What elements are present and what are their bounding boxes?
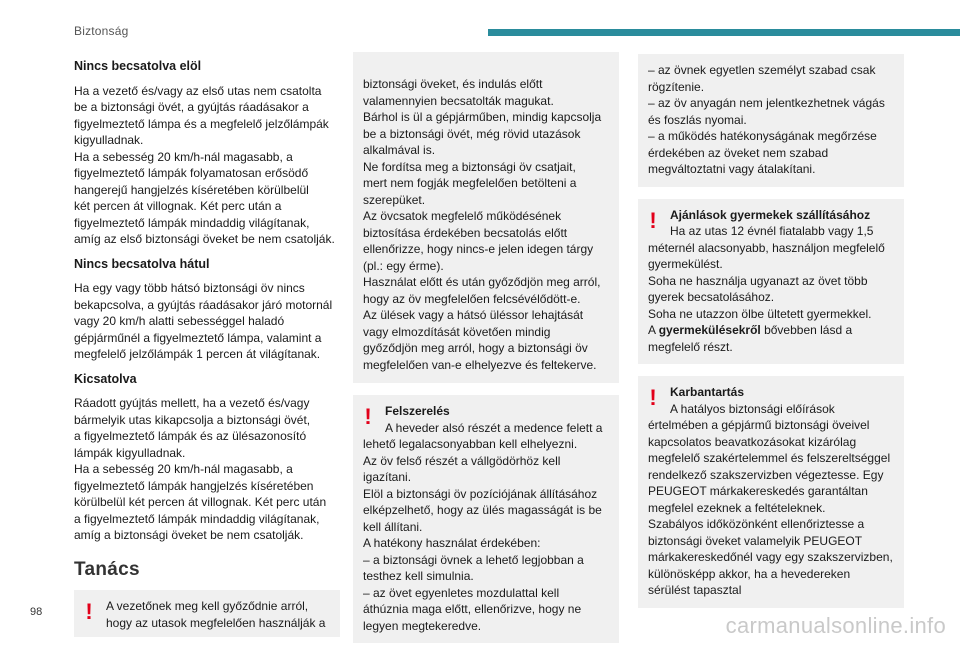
text-line: – az öv anyagán nem jelentkezhetnek vágás [648, 96, 885, 110]
text-line: ellenőrizze, hogy nincs-e jelen idegen tárgy [363, 242, 594, 256]
text-line: körülbelül két percen át villognak. Két perc után [74, 495, 327, 509]
text-line: győződjön meg arról, hogy a biztonsági öv [363, 341, 588, 355]
section-title: Biztonság [74, 24, 129, 38]
text-line: A hatékony használat érdekében: [363, 536, 541, 550]
text-line: szerepüket. [363, 192, 426, 207]
text-line: Ha a sebesség 20 km/h-nál magasabb, a [74, 462, 293, 476]
text-line: be a biztonsági övét, a gyújtás ráadásakor a [74, 100, 309, 114]
advice-box-text [84, 598, 330, 631]
text-line: gépjárműnél a figyelmeztető lámpa, valamint a [74, 330, 322, 345]
text-line: gyerek becsatolásához. [648, 290, 775, 304]
text-line: figyelmeztető lámpák mindaddig világítanak, [74, 215, 310, 230]
text-line: – a működés hatékonyságának megőrzése [648, 129, 877, 143]
text-line: lámpák kigyulladnak. [74, 445, 186, 460]
installation-title: Felszerelés [385, 404, 450, 418]
text-line: figyelmeztető lámpák hangjelzés kíséretében [74, 478, 314, 493]
text-line: figyelmeztető lámpa és a megfelelő jelzőlámpák [74, 116, 329, 131]
advice-box-continued-text [363, 76, 609, 373]
text-line: biztonsági öveket, és indulás előtt [363, 77, 543, 91]
text-line: márkakereskedőnél vagy egy szakszervizben, [648, 550, 893, 564]
text-line: Az öv felső részét a vállgödörhöz kell [363, 453, 561, 468]
text-line: kigyulladnak. [74, 133, 144, 147]
text-line: a figyelmeztető lámpák mindaddig világítanak, [74, 511, 320, 526]
advice-box-start [74, 590, 340, 637]
text-line: különösképp akkor, ha a hevedereken [648, 566, 851, 581]
text-line: Használat előtt és után győződjön meg arról, [363, 275, 601, 289]
advice-box-continued [353, 52, 619, 383]
text-line: a figyelmeztető lámpák és az ülésazonosító [74, 429, 307, 443]
text-line: lehető legalacsonyabban kell elhelyezni. [363, 437, 578, 451]
text-line: be a biztonsági övét, még rövid utazások [363, 126, 581, 141]
text-line: hogy az öv megfelelően felcsévélődött-e. [363, 291, 581, 306]
text-line: sérülést tapasztal [648, 583, 742, 597]
heading-rear-unbuckled: Nincs becsatolva hátul [74, 256, 210, 271]
paragraph-rear-unbuckled [74, 280, 340, 363]
text-line: méternél alacsonyabb, használjon megfelelő [648, 240, 885, 255]
text-line: – az övet egyenletes mozdulattal kell [363, 585, 560, 600]
text-line: megfelel ezeknek a feltételeknek. [648, 500, 826, 515]
text-line: (pl.: egy érme). [363, 258, 444, 273]
exclamation-warning-icon: ! [364, 404, 372, 429]
text-line: bármelyik utas kikapcsolja a biztonsági övét, [74, 412, 311, 427]
paragraph-unbuckled [74, 395, 340, 544]
text-line: testhez kell simulnia. [363, 569, 474, 583]
text-line: hangerejű hangjelzés kíséretében körülbelül [74, 182, 309, 197]
text-line: igazítani. [363, 470, 412, 484]
exclamation-warning-icon: ! [649, 207, 657, 233]
text-line: Szabályos időközönként ellenőriztesse a [648, 517, 865, 531]
text-line: rögzítenie. [648, 79, 705, 94]
text-line: Ráadott gyújtás mellett, ha a vezető és/vagy [74, 396, 310, 410]
heading-front-unbuckled: Nincs becsatolva elöl [74, 59, 202, 73]
text-line: Az övcsatok megfelelő működésének [363, 209, 562, 223]
children-title: Ajánlások gyermekek szállításához [670, 207, 871, 222]
text-line: Ha egy vagy több hátsó biztonsági öv nincs [74, 281, 305, 295]
text-line: biztosítása érdekében becsatolás előtt [363, 225, 568, 240]
text-line: legyen megtekeredve. [363, 618, 482, 633]
children-box [638, 199, 904, 365]
installation-box [353, 395, 619, 643]
text-line: értelmében a gépjármű biztonsági öveivel [648, 418, 870, 432]
text-line: vagy elmozdítását követően mindig [363, 324, 551, 339]
exclamation-warning-icon: ! [649, 385, 657, 410]
children-text [648, 240, 894, 323]
maintenance-lead: A hatályos biztonsági előírások [670, 401, 835, 416]
text-line: Ha a sebesség 20 km/h-nál magasabb, a [74, 149, 293, 164]
installation-continued-text [648, 62, 894, 178]
column-3 [638, 54, 904, 620]
heading-unbuckled: Kicsatolva [74, 371, 137, 386]
exclamation-warning-icon: ! [85, 599, 93, 624]
text-line: elképzelhető, hogy az ülés magasságát is be [363, 503, 602, 517]
maintenance-title: Karbantartás [670, 385, 745, 399]
text-line: Elöl a biztonsági öv pozíciójának állításához [363, 486, 598, 501]
text-line: – az övnek egyetlen személyt szabad csak [648, 63, 876, 77]
page-number: 98 [30, 606, 43, 618]
heading-advice: Tanács [74, 558, 140, 580]
text-line: A vezetőnek meg kell győződnie arról, [106, 599, 309, 613]
text-line: mert nem fogják megfelelően betölteni a [363, 176, 577, 190]
text-line: amíg az első biztonsági öveket be nem csatolják. [74, 232, 335, 246]
text-line: valamennyien becsatolták magukat. [363, 93, 554, 108]
text-line: bekapcsolva, a gyújtás ráadásakor járó motornál [74, 297, 333, 312]
text-line: áthúznia maga előtt, ellenőrizve, hogy ne [363, 602, 582, 616]
text-line: figyelmeztető lámpák folyamatosan erősödő [74, 166, 309, 180]
text-line: megfelelően van-e elhelyezve és feltekerve. [363, 357, 597, 372]
text-line: megfelelő jelzőlámpák 1 percen át világítanak. [74, 347, 321, 361]
text-line: amíg a biztonsági öveket be nem csatolják. [74, 528, 304, 542]
text-line: és foszlás nyomai. [648, 112, 747, 127]
paragraph-front-unbuckled [74, 83, 340, 248]
text-line: PEUGEOT márkakereskedés garantáltan [648, 484, 868, 498]
text-line: gyermekülést. [648, 257, 723, 271]
text-line: Az ülések vagy a hátsó üléssor lehajtását [363, 308, 584, 322]
installation-lead: A heveder alsó részét a medence felett a [385, 420, 603, 435]
column-1 [74, 58, 340, 637]
children-lead: Ha az utas 12 évnél fiatalabb vagy 1,5 [670, 224, 874, 238]
text-line: két percen át villognak. Két perc után a [74, 199, 282, 213]
children-reference: A gyermekülésekről bővebben lásd a [648, 323, 853, 337]
maintenance-text [648, 417, 894, 599]
text-line: megfelelő szakértelemmel és felszereltséggel [648, 451, 891, 465]
installation-text [363, 436, 609, 634]
text-line: Soha ne használja ugyanazt az övet több [648, 273, 868, 288]
text-line: hogy az utasok megfelelően használják a [106, 615, 326, 630]
text-line: rendelkező szakszervizben végeztesse. Egy [648, 467, 884, 482]
text-line: Ha a vezető és/vagy az első utas nem csatolta [74, 83, 322, 98]
header-accent-bar [488, 29, 960, 36]
text-line: kapcsolatos beavatkozásokat kizárólag [648, 434, 857, 449]
text-line: biztonsági öveket valamelyik PEUGEOT [648, 533, 863, 548]
text-line: Soha ne utazzon ölbe ültetett gyermekkel. [648, 306, 872, 321]
text-line: – a biztonsági övnek a lehető legjobban a [363, 552, 584, 567]
text-line: megváltoztatni vagy átalakítani. [648, 162, 816, 176]
text-line: Bárhol is ül a gépjárműben, mindig kapcsolja [363, 110, 602, 124]
maintenance-box [638, 376, 904, 608]
children-reference-end: megfelelő részt. [648, 339, 733, 354]
text-line: kell állítani. [363, 519, 423, 534]
text-line: Ne fordítsa meg a biztonsági öv csatjait, [363, 159, 576, 174]
watermark-text: carmanualsonline.info [725, 613, 946, 638]
text-line: érdekében az öveket nem szabad [648, 145, 829, 160]
text-line: vagy 20 km/h alatti sebességgel haladó [74, 314, 285, 328]
column-2 [353, 54, 619, 655]
installation-box-continued [638, 54, 904, 187]
text-line: alkalmával is. [363, 143, 436, 157]
